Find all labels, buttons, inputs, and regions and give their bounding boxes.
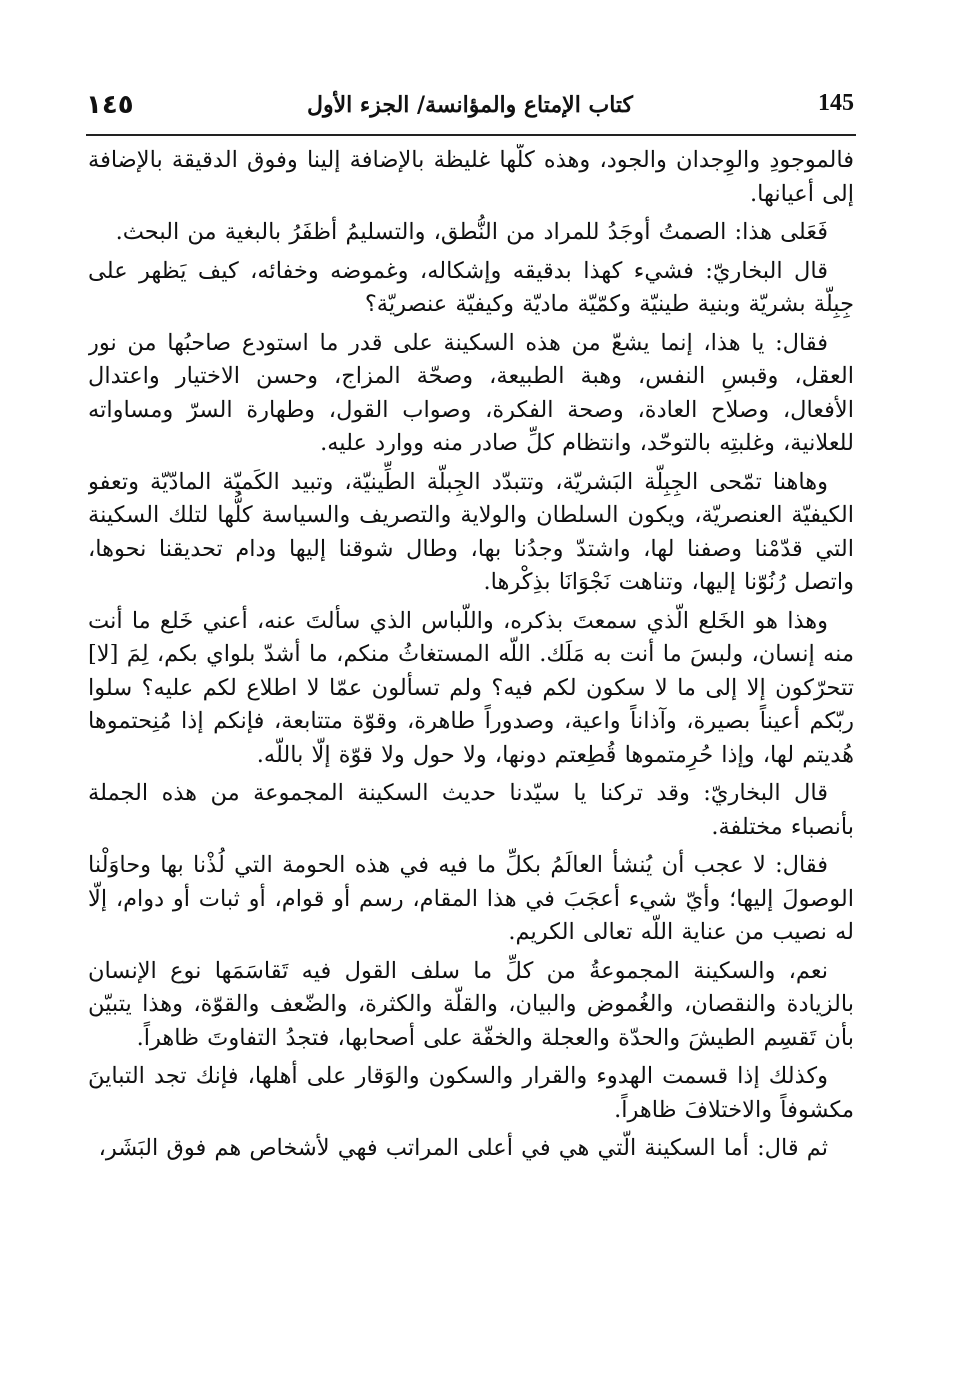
paragraph-4: فقال: يا هذا، إنما يشعّ من هذه السكينة على قدر ما استودع صاحبُها من نور العقل، وقبسِ النفس، وهبة الطبيعة، وصحّة المزاج، وحسن الاختيار واعتدال الأفعال، وصلاح العادة، وصحة الفكرة، وصواب القول، وطهارة السرّ ومساواته للعلانية، وغلبتِه بالتوحّد، وانتظام كلِّ صادر منه ووارد عليه. bbox=[88, 329, 854, 456]
paragraph-9: نعم، والسكينة المجموعةُ من كلِّ ما سلف القول فيه تَقاسَمَها نوع الإنسان بالزيادة والنقصان، والغُموض والبيان، والقلّة والكثرة، والضّعف والقوّة، وهذا يتبيّن بأن تَقسِم الطيشَ والحدّة والعجلة والخفّة على أصحابها، فتجدُ التفاوتَ ظاهراً. bbox=[88, 957, 854, 1051]
page-header bbox=[86, 88, 854, 128]
body-text bbox=[88, 144, 854, 1384]
paragraph-7: قال البخاريّ: وقد تركنا يا سيّدنا حديث السكينة المجموعة من هذه الجملة بأنصباء مختلفة. bbox=[88, 780, 854, 840]
paragraph-11: ثم قال: أما السكينة الّتي هي في أعلى المراتب فهي لأشخاص هم فوق البَشَر، bbox=[98, 1135, 828, 1161]
page-number-latin: 145 bbox=[818, 90, 854, 116]
paragraph-1: فالموجودِ والوِجدان والجود، وهذه كلُّها غليظة بالإضافة إلينا وفوق الدقيقة بالإضافة إلى أعيانها. bbox=[88, 147, 854, 207]
header-rule bbox=[86, 134, 856, 136]
paragraph-2: فَعَلى هذا: الصمتُ أوجَدُ للمراد من النُّطق، والتسليمُ أظفَرُ بالبغية من البحث. bbox=[115, 219, 828, 245]
paragraph-3: قال البخاريّ: فشيء كهذا بدقيقه وإشكاله، وغموضه وخفائه، كيف يَظهر على جِبِلّة بشريّة وبنية طينيّة وكمّيّة ماديّة وكيفيّة عنصريّة؟ bbox=[88, 257, 854, 317]
paragraph-5: وهاهنا تمّحى الجِبِلّة البَشريّة، وتتبدّد الجِبلّة الطِّينيّة، وتبيد الكَميّة المادّيّة وتعفو الكيفيّة العنصريّة، ويكون السلطان والولاية والتصريف والسياسة كلُّها لتلك السكينة التي قدّمْنا وصفنا لها، واشتدّ وجدُنا بها، وطال شوقنا إليها ودام تحديقنا نحوها، واتصل رُنُوّنا إليها، وتناهت نَجْوَانَا بذِكْرها. bbox=[88, 468, 854, 595]
paragraph-8: فقال: لا عجب أن يُنشأ العالَمُ بكلِّ ما فيه في هذه الحومة التي لُذْنا بها وحاوَلْنا الوصولَ إليها؛ وأيّ شيء أعجَبَ في هذا المقام، رسم أو قوام، أو ثبات أو دوام، إلّا له نصيب من عناية اللّه تعالى الكريم. bbox=[88, 852, 854, 945]
running-title: كتاب الإمتاع والمؤانسة/ الجزء الأول bbox=[306, 92, 634, 118]
paragraph-10: وكذلك إذا قسمت الهدوء والقرار والسكون والوَقار على أهلها، فإنك تجد التباينَ مكشوفاً والاختلافَ ظاهراً. bbox=[88, 1063, 854, 1123]
paragraph-6: وهذا هو الخَلع الّذي سمعتَ بذكره، واللّباس الذي سألتَ عنه، أعني خَلع ما أنت منه إنسان، ولبسَ ما أنت به مَلَك. اللّه المستغاثُ منكم، ما أشدّ بلواي بكم، لِمَ [لا] تتحرّكون إلا إلى ما لا سكون لكم فيه؟ ولم تسألون عمّا لا اطلاع لكم عليه؟ سلوا ربّكم أعيناً بصيرة، وآذاناً واعية، وصدوراً طاهرة، وقوّة متتابعة، فإنكم إذا مُنِحتموها هُديتم لها، وإذا حُرِمتموها قُطِعتم دونها، ولا حول ولا قوّة إلّا باللّه. bbox=[88, 607, 854, 768]
page-number-arabic: ١٤٥ bbox=[86, 90, 134, 120]
